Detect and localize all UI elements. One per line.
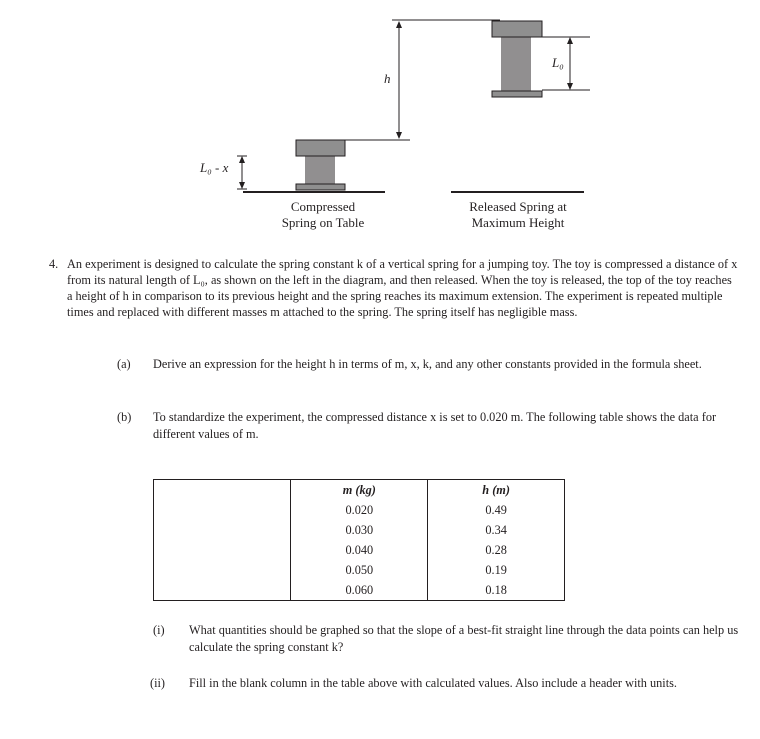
table-cell-blank [154,500,291,520]
table-cell-height: 0.28 [428,540,565,560]
caption-released [448,199,588,231]
part-a-label: (a) [117,357,131,371]
table-cell-height: 0.18 [428,580,565,601]
mass-header-text: m (kg) [342,482,376,497]
released-top-plate [492,21,542,37]
part-i-label: (i) [153,623,165,637]
table-row [154,520,565,540]
part-i-text: What quantities should be graphed so that the slope of a best-fit straight line through the data points can help us calculate the spring constant k? [189,623,739,654]
table-cell-mass: 0.060 [291,580,428,601]
part-b-label: (b) [117,410,132,424]
table-cell-mass: 0.020 [291,500,428,520]
table-row [154,500,565,520]
caption-compressed-line2: Spring on Table [281,215,365,230]
table-cell-blank [154,560,291,580]
table-cell-mass: 0.050 [291,560,428,580]
question-number: 4. [49,257,59,271]
label-compressed-height: L₀ - x [200,160,229,175]
part-b-text: To standardize the experiment, the compressed distance x is set to 0.020 m. The following table shows the data for different values of m. [153,410,717,441]
table-header-mass [291,480,428,501]
released-base-plate [492,91,542,97]
part-ii-text: Fill in the blank column in the table above with calculated values. Also include a header with units. [189,676,677,690]
compressed-top-plate [296,140,345,156]
data-table [153,479,565,601]
table-cell-height: 0.49 [428,500,565,520]
table-cell-mass: 0.040 [291,540,428,560]
table-header-height [428,480,565,501]
table-row [154,540,565,560]
table-cell-blank [154,520,291,540]
label-height: h [384,71,391,86]
table-cell-blank [154,580,291,601]
label-natural-length: L₀ [552,55,564,70]
table-cell-blank [154,540,291,560]
table-row [154,560,565,580]
table-row [154,580,565,601]
caption-released-line1: Released Spring at [469,199,567,214]
part-ii-label: (ii) [150,676,166,690]
table-header-blank [154,480,291,501]
released-coil [502,37,530,91]
caption-released-line2: Maximum Height [471,215,565,230]
table-cell-mass: 0.030 [291,520,428,540]
table-cell-height: 0.19 [428,560,565,580]
question-text: An experiment is designed to calculate the spring constant k of a vertical spring for a jumping toy. The toy is compressed a distance of x from its natural length of L₀, as shown on the left in the diagram, and then released. When the toy is released, the top of the toy reaches a height of h in comparison to its previous height and the spring reaches its maximum extension. The experiment is repeated multiple times and replaced with different masses m attached to the spring. The spring itself has negligible mass. [67,257,738,319]
compressed-base-plate [296,184,345,190]
table-header-row [154,480,565,501]
part-a-text: Derive an expression for the height h in terms of m, x, k, and any other constants provided in the formula sheet. [153,357,702,371]
compressed-coil [306,156,334,184]
height-header-text: h (m) [482,482,510,497]
table-cell-height: 0.34 [428,520,565,540]
caption-compressed [262,199,384,231]
caption-compressed-line1: Compressed [290,199,356,214]
